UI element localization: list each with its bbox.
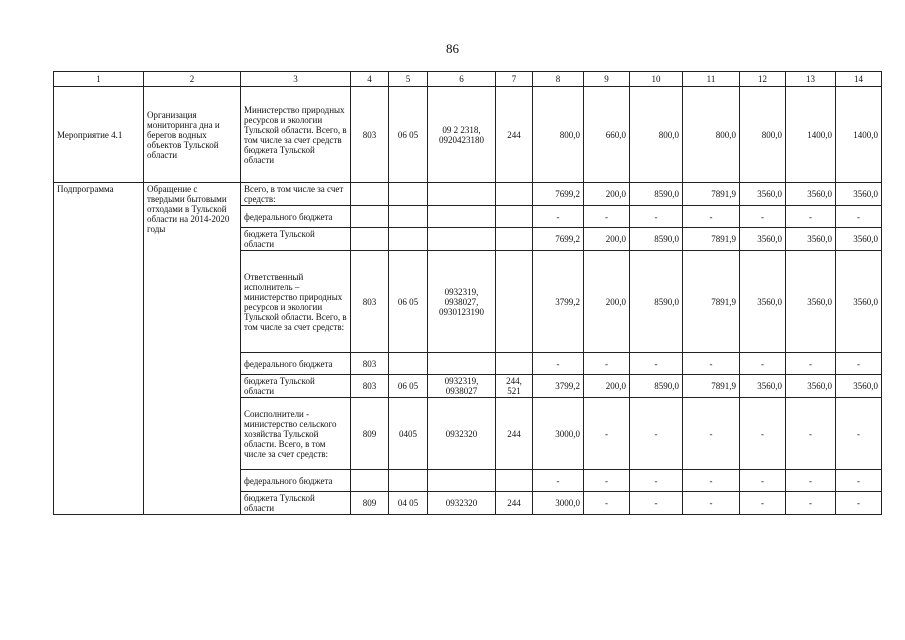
- column-header: 1: [54, 72, 144, 87]
- table-cell: -: [630, 353, 683, 375]
- table-cell: 3560,0: [786, 251, 836, 353]
- table-cell: 244: [496, 87, 533, 183]
- row-label: Всего, в том числе за счет средств:: [241, 183, 351, 206]
- table-cell: 200,0: [584, 228, 630, 251]
- table-cell: [496, 470, 533, 492]
- table-cell: -: [584, 470, 630, 492]
- table-cell: -: [786, 206, 836, 228]
- table-cell: -: [630, 492, 683, 515]
- column-header: 6: [428, 72, 496, 87]
- column-header: 13: [786, 72, 836, 87]
- table-cell: [496, 353, 533, 375]
- table-cell: 8590,0: [630, 375, 683, 398]
- table-cell: [389, 183, 428, 206]
- table-cell: -: [836, 206, 882, 228]
- table-cell: [428, 183, 496, 206]
- table-cell: [351, 228, 389, 251]
- table-cell: 0405: [389, 398, 428, 470]
- table-cell: -: [836, 398, 882, 470]
- table-cell: -: [836, 353, 882, 375]
- table-cell: 803: [351, 251, 389, 353]
- table-cell: 3560,0: [786, 183, 836, 206]
- table-cell: [351, 470, 389, 492]
- table-cell: 660,0: [584, 87, 630, 183]
- table-cell: -: [740, 206, 786, 228]
- column-header: 12: [740, 72, 786, 87]
- table-cell: 3000,0: [533, 492, 584, 515]
- page-number: 86: [446, 41, 459, 56]
- row-label: Ответственный исполнитель – министерство природных ресурсов и экологии Тульской области. Всего, в том числе за счет средств:: [241, 251, 351, 353]
- table-cell: [389, 206, 428, 228]
- subprogram-code: Подпрограмма: [54, 183, 144, 515]
- table-cell: 09 2 2318, 0920423180: [428, 87, 496, 183]
- table-cell: -: [740, 353, 786, 375]
- table-cell: 3560,0: [740, 375, 786, 398]
- row-label: федерального бюджета: [241, 206, 351, 228]
- table-cell: -: [786, 492, 836, 515]
- table-cell: [428, 353, 496, 375]
- table-cell: 3560,0: [836, 183, 882, 206]
- table-cell: 244, 521: [496, 375, 533, 398]
- table-cell: [389, 353, 428, 375]
- table-cell: 3560,0: [836, 375, 882, 398]
- column-header: 8: [533, 72, 584, 87]
- table-cell: -: [786, 470, 836, 492]
- row-label: бюджета Тульской области: [241, 228, 351, 251]
- table-cell: 7891,9: [683, 375, 740, 398]
- table-cell: 3799,2: [533, 251, 584, 353]
- table-cell: 200,0: [584, 183, 630, 206]
- table-cell: [496, 183, 533, 206]
- table-cell: -: [630, 470, 683, 492]
- table-cell: [351, 206, 389, 228]
- table-cell: -: [584, 492, 630, 515]
- table-cell: -: [683, 492, 740, 515]
- table-cell: 800,0: [740, 87, 786, 183]
- table-cell: [496, 206, 533, 228]
- column-header: 10: [630, 72, 683, 87]
- table-cell: 0932319, 0938027, 0930123190: [428, 251, 496, 353]
- activity-executor: Министерство природных ресурсов и экологии Тульской области. Всего, в том числе за счет средств бюджета Тульской области: [241, 87, 351, 183]
- budget-table: [53, 71, 882, 515]
- table-cell: 803: [351, 353, 389, 375]
- activity-name: Организация мониторинга дна и берегов водных объектов Тульской области: [144, 87, 241, 183]
- table-cell: 3560,0: [786, 375, 836, 398]
- table-cell: 800,0: [533, 87, 584, 183]
- table-cell: 7891,9: [683, 183, 740, 206]
- row-label: Соисполнители - министерство сельского хозяйства Тульской области. Всего, в том числе за счет средств:: [241, 398, 351, 470]
- row-label: федерального бюджета: [241, 353, 351, 375]
- table-cell: 809: [351, 398, 389, 470]
- column-header: 5: [389, 72, 428, 87]
- table-cell: 8590,0: [630, 183, 683, 206]
- table-cell: 244: [496, 492, 533, 515]
- column-header: 9: [584, 72, 630, 87]
- table-cell: [351, 183, 389, 206]
- column-header: 11: [683, 72, 740, 87]
- subprogram-name: Обращение с твердыми бытовыми отходами в Тульской области на 2014-2020 годы: [144, 183, 241, 515]
- row-label: бюджета Тульской области: [241, 375, 351, 398]
- table-cell: 809: [351, 492, 389, 515]
- row-label: бюджета Тульской области: [241, 492, 351, 515]
- table-cell: 0932320: [428, 398, 496, 470]
- table-cell: -: [836, 470, 882, 492]
- table-cell: 3560,0: [786, 228, 836, 251]
- table-cell: 0932320: [428, 492, 496, 515]
- table-cell: 3560,0: [740, 228, 786, 251]
- table-cell: 3799,2: [533, 375, 584, 398]
- table-cell: [389, 228, 428, 251]
- column-header: 4: [351, 72, 389, 87]
- table-cell: 244: [496, 398, 533, 470]
- table-cell: 200,0: [584, 375, 630, 398]
- table-cell: 06 05: [389, 251, 428, 353]
- table-cell: -: [740, 492, 786, 515]
- table-cell: -: [584, 353, 630, 375]
- table-cell: 06 05: [389, 375, 428, 398]
- table-cell: -: [683, 353, 740, 375]
- table-cell: [428, 206, 496, 228]
- table-cell: -: [683, 470, 740, 492]
- table-cell: -: [533, 353, 584, 375]
- table-cell: 803: [351, 87, 389, 183]
- table-cell: -: [786, 398, 836, 470]
- table-row: [54, 183, 882, 206]
- table-cell: 7699,2: [533, 183, 584, 206]
- table-cell: 200,0: [584, 251, 630, 353]
- table-cell: -: [533, 206, 584, 228]
- table-cell: [389, 470, 428, 492]
- column-header: 14: [836, 72, 882, 87]
- table-cell: 7699,2: [533, 228, 584, 251]
- table-cell: 04 05: [389, 492, 428, 515]
- table-cell: 7891,9: [683, 228, 740, 251]
- table-cell: 800,0: [630, 87, 683, 183]
- table-cell: 3000,0: [533, 398, 584, 470]
- table-cell: [496, 251, 533, 353]
- table-cell: 3560,0: [740, 251, 786, 353]
- table-cell: [496, 228, 533, 251]
- table-cell: 0932319, 0938027: [428, 375, 496, 398]
- table-cell: 1400,0: [836, 87, 882, 183]
- table-cell: -: [630, 206, 683, 228]
- table-cell: -: [740, 470, 786, 492]
- table-cell: -: [836, 492, 882, 515]
- table-cell: -: [584, 206, 630, 228]
- table-cell: [428, 228, 496, 251]
- table-header-row: [54, 72, 882, 87]
- row-label: федерального бюджета: [241, 470, 351, 492]
- table-cell: 3560,0: [836, 228, 882, 251]
- table-cell: 3560,0: [836, 251, 882, 353]
- table-cell: 8590,0: [630, 228, 683, 251]
- table-cell: -: [683, 398, 740, 470]
- table-cell: -: [533, 470, 584, 492]
- table-cell: [428, 470, 496, 492]
- column-header: 7: [496, 72, 533, 87]
- table-cell: 800,0: [683, 87, 740, 183]
- table-cell: 06 05: [389, 87, 428, 183]
- table-cell: 803: [351, 375, 389, 398]
- table-cell: 8590,0: [630, 251, 683, 353]
- table-cell: 7891,9: [683, 251, 740, 353]
- table-cell: -: [683, 206, 740, 228]
- table-row: [54, 87, 882, 183]
- activity-code: Мероприятие 4.1: [54, 87, 144, 183]
- table-cell: -: [630, 398, 683, 470]
- column-header: 3: [241, 72, 351, 87]
- table-cell: -: [786, 353, 836, 375]
- table-cell: -: [584, 398, 630, 470]
- table-cell: 3560,0: [740, 183, 786, 206]
- column-header: 2: [144, 72, 241, 87]
- table-cell: -: [740, 398, 786, 470]
- table-cell: 1400,0: [786, 87, 836, 183]
